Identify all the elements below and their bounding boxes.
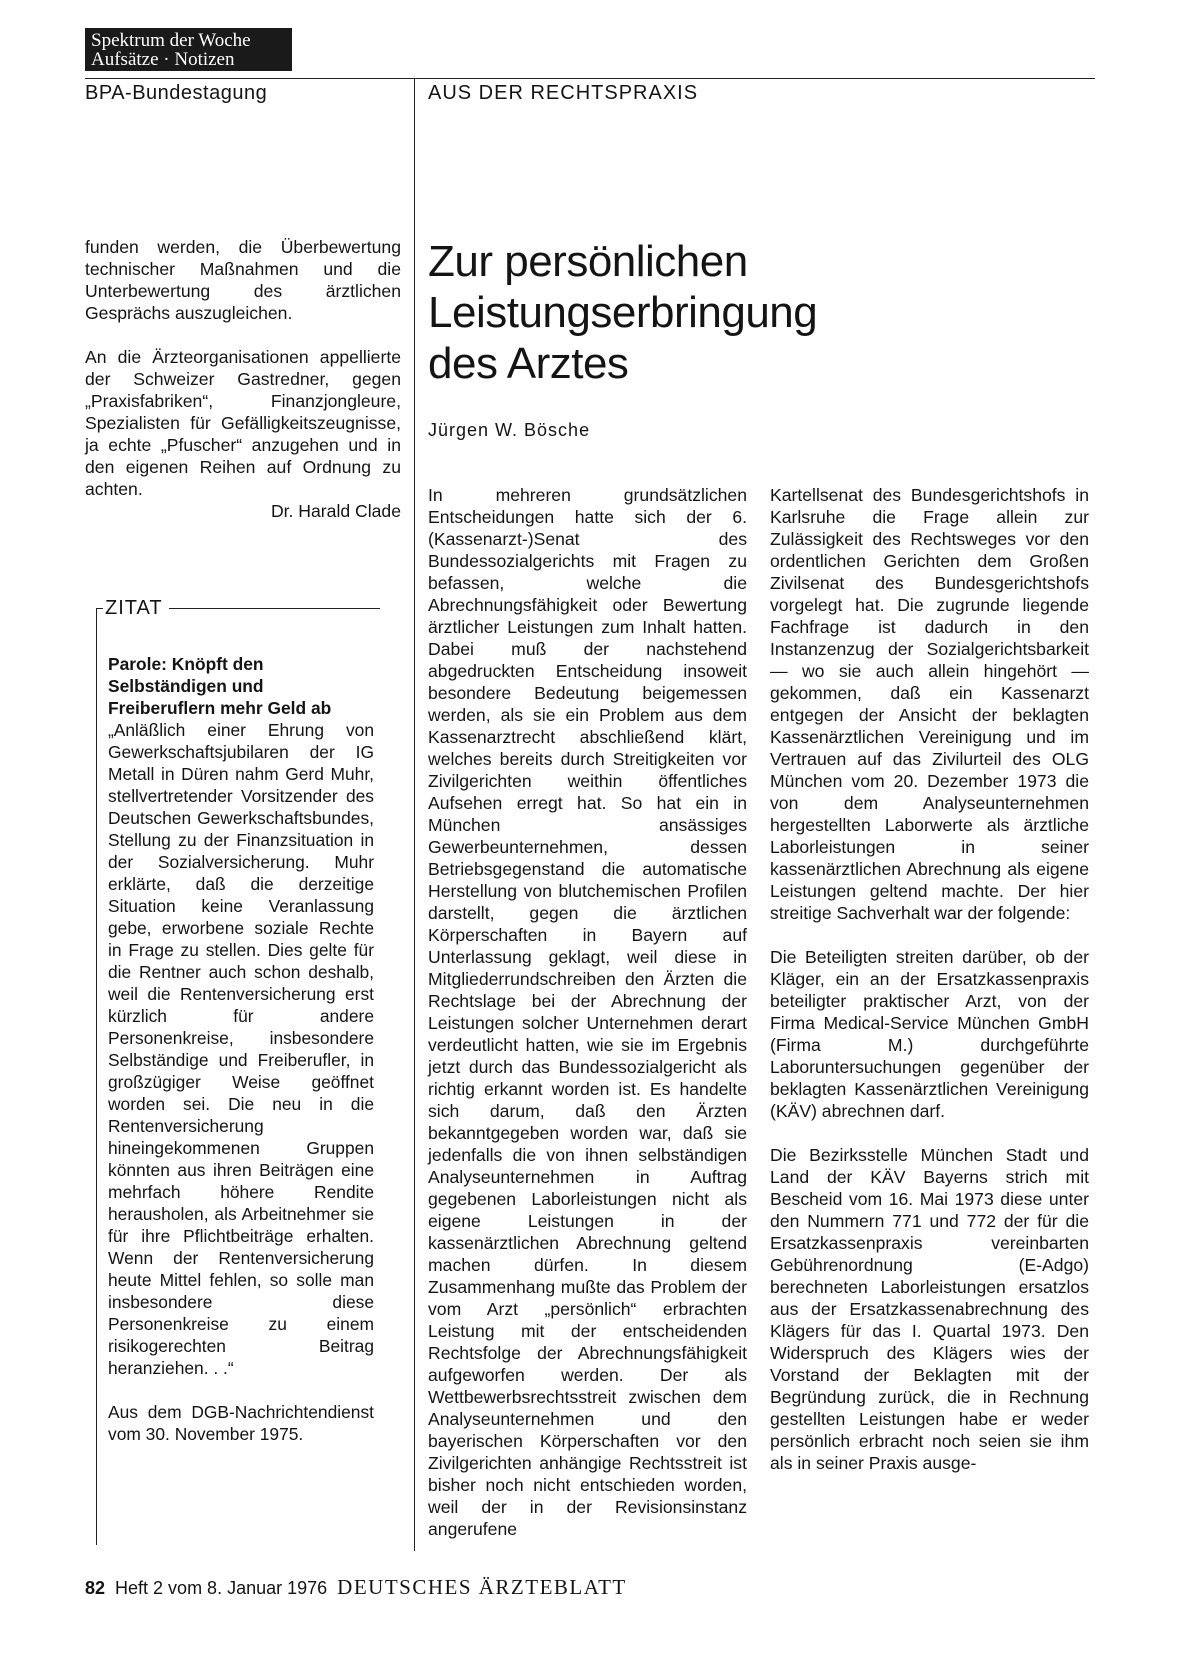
article-column-1 [428,484,747,1540]
left-column [85,236,401,522]
article-title [428,236,817,389]
left-section-heading: BPA-Bundestagung [85,82,268,104]
badge-line-1: Spektrum der Woche [91,30,251,51]
left-paragraph: An die Ärzteorganisationen appellierte der Schweizer Gastredner, gegen „Praxisfabriken“, Finanzjongleure, Spezialisten für Gefälligkeitszeugnisse, ja echte „Pfuscher“ anzugehen und in den eigenen Reihen auf Ordnung zu achten. [85,347,401,499]
article-paragraph: Die Bezirksstelle München Stadt und Land der KÄV Bayerns strich mit Bescheid vom 16. Mai 1973 diese unter den Nummern 771 und 772 der für die Ersatzkassenpraxis vereinbarten Gebührenordnung (E-Adgo) berechneten Laborleistungen ersatzlos aus der Ersatzkassenabrechnung des Klägers für das I. Quartal 1973. Den Widerspruch des Klägers wies der Vorstand der Beklagten mit der Begründung zurück, die in Rechnung gestellten Leistungen habe er weder persönlich erbracht noch seien sie ihm als in seiner Praxis ausge- [770,1145,1089,1473]
top-rule [85,78,1095,79]
article-paragraph: Die Beteiligten streiten darüber, ob der Kläger, ein an der Ersatzkassenpraxis beteiligter praktischer Arzt, von der Firma Medical-Service München GmbH (Firma M.) durchgeführte Laboruntersuchungen gegenüber der beklagten Kassenärztlichen Vereinigung (KÄV) abrechnen darf. [770,947,1089,1121]
left-author: Dr. Harald Clade [270,501,401,521]
column-divider [414,78,415,1551]
quote-headline: Parole: Knöpft den Selbständigen und Freiberuflern mehr Geld ab [108,654,332,718]
title-line-1: Zur persönlichen [428,237,748,286]
article-paragraph: Kartellsenat des Bundesgerichtshofs in Karlsruhe die Frage allein zur Zulässigkeit des Rechtsweges vor den ordentlichen Gerichten dem Großen Zivilsenat des Bundesgerichtshofs vorgelegt hat. Die zugrunde liegende Fachfrage ist dadurch in den Instanzenzug der Sozialgerichtsbarkeit — wo sie auch allein hingehört — gekommen, daß ein Kassenarzt entgegen der Ansicht der beklagten Kassenärztlichen Vereinigung und im Vertrauen auf das Zivilurteil des OLG München vom 20. Dezember 1973 die von dem Analyseunternehmen hergestellten Laborwerte als ärztliche Laborleistungen in seiner kassenärztlichen Abrechnung als eigene Leistungen geltend machte. Der hier streitige Sachverhalt war der folgende: [770,485,1089,923]
page-number: 82 [85,1578,106,1598]
right-section-heading: AUS DER RECHTSPRAXIS [428,82,699,104]
article-column-2 [770,484,1089,1474]
article-author: Jürgen W. Bösche [428,420,591,440]
quote-label: ZITAT [103,597,169,620]
quote-content [108,653,374,1445]
title-line-3: des Arztes [428,339,629,388]
title-line-2: Leistungserbringung [428,288,818,337]
magazine-name: DEUTSCHES ÄRZTEBLATT [337,1575,627,1599]
quote-source: Aus dem DGB-Nachrichtendienst vom 30. November 1975. [108,1402,374,1444]
page-footer [85,1575,627,1600]
left-paragraph: funden werden, die Überbewertung technischer Maßnahmen und die Unterbewertung des ärztlichen Gesprächs auszugleichen. [85,237,401,323]
quote-text: „Anläßlich einer Ehrung von Gewerkschaftsjubilaren der IG Metall in Düren nahm Gerd Muhr, stellvertretender Vorsitzender des Deutschen Gewerkschaftsbundes, Stellung zu der Finanzsituation in der Sozialversicherung. Muhr erklärte, daß die derzeitige Situation keine Veranlassung gebe, erworbene soziale Rechte in Frage zu stellen. Dies gelte für die Rentner auch schon deshalb, weil die Rentenversicherung erst kürzlich für andere Personenkreise, insbesondere Selbständige und Freiberufler, in großzügiger Weise geöffnet worden sei. Die neu in die Rentenversicherung hineingekommenen Gruppen könnten aus ihren Beiträgen eine mehrfach höhere Rendite herausholen, als Arbeitnehmer sie für ihre Pflichtbeiträge erhalten. Wenn der Rentenversicherung heute Mittel fehlen, so solle man insbesondere diese Personenkreise zu einem risikogerechten Beitrag heranziehen. . .“ [108,720,374,1378]
badge-line-2: Aufsätze · Notizen [91,49,235,70]
issue-info: Heft 2 vom 8. Januar 1976 [115,1578,328,1598]
left-author-line [85,500,401,522]
article-paragraph: In mehreren grundsätzlichen Entscheidungen hatte sich der 6. (Kassenarzt-)Senat des Bundessozialgerichts mit Fragen zu befassen, welche die Abrechnungsfähigkeit oder Bewertung ärztlicher Leistungen zum Inhalt hatten. Dabei muß der nachstehend abgedruckten Entscheidung insoweit besondere Bedeutung beigemessen werden, als sie ein Problem aus dem Kassenarztrecht abschließend klärt, welches bereits durch Streitigkeiten vor Zivilgerichten weithin öffentliches Aufsehen erregt hat. So hat ein in München ansässiges Gewerbeunternehmen, dessen Betriebsgegenstand die automatische Herstellung von blutchemischen Profilen darstellt, gegen die ärztlichen Körperschaften in Bayern auf Unterlassung geklagt, weil diese in Mitgliederrundschreiben den Ärzten die Rechtslage bei der Abrechnung der Leistungen solcher Unternehmen derart verdeutlicht hatten, wie sie im Ergebnis jetzt durch das Bundessozialgericht als richtig erkannt worden ist. Es handelte sich darum, daß den Ärzten bekanntgegeben worden war, daß sie jedenfalls die von ihnen selbständigen Analyseunternehmen in Auftrag gegebenen Laborleistungen nicht als eigene Leistungen in der kassenärztlichen Abrechnung geltend machen dürfen. In diesem Zusammenhang mußte das Problem der vom Arzt „persönlich“ erbrachten Leistung mit der entscheidenden Rechtsfolge der Abrechnungsfähigkeit aufgeworfen werden. Der als Wettbewerbsrechtsstreit zwischen dem Analyseunternehmen und den bayerischen Körperschaften vor den Zivilgerichten anhängige Rechtsstreit ist bisher noch nicht entschieden worden, weil der in der Revisionsinstanz angerufene [428,485,747,1539]
section-badge [85,28,292,71]
quote-box [96,597,380,1545]
